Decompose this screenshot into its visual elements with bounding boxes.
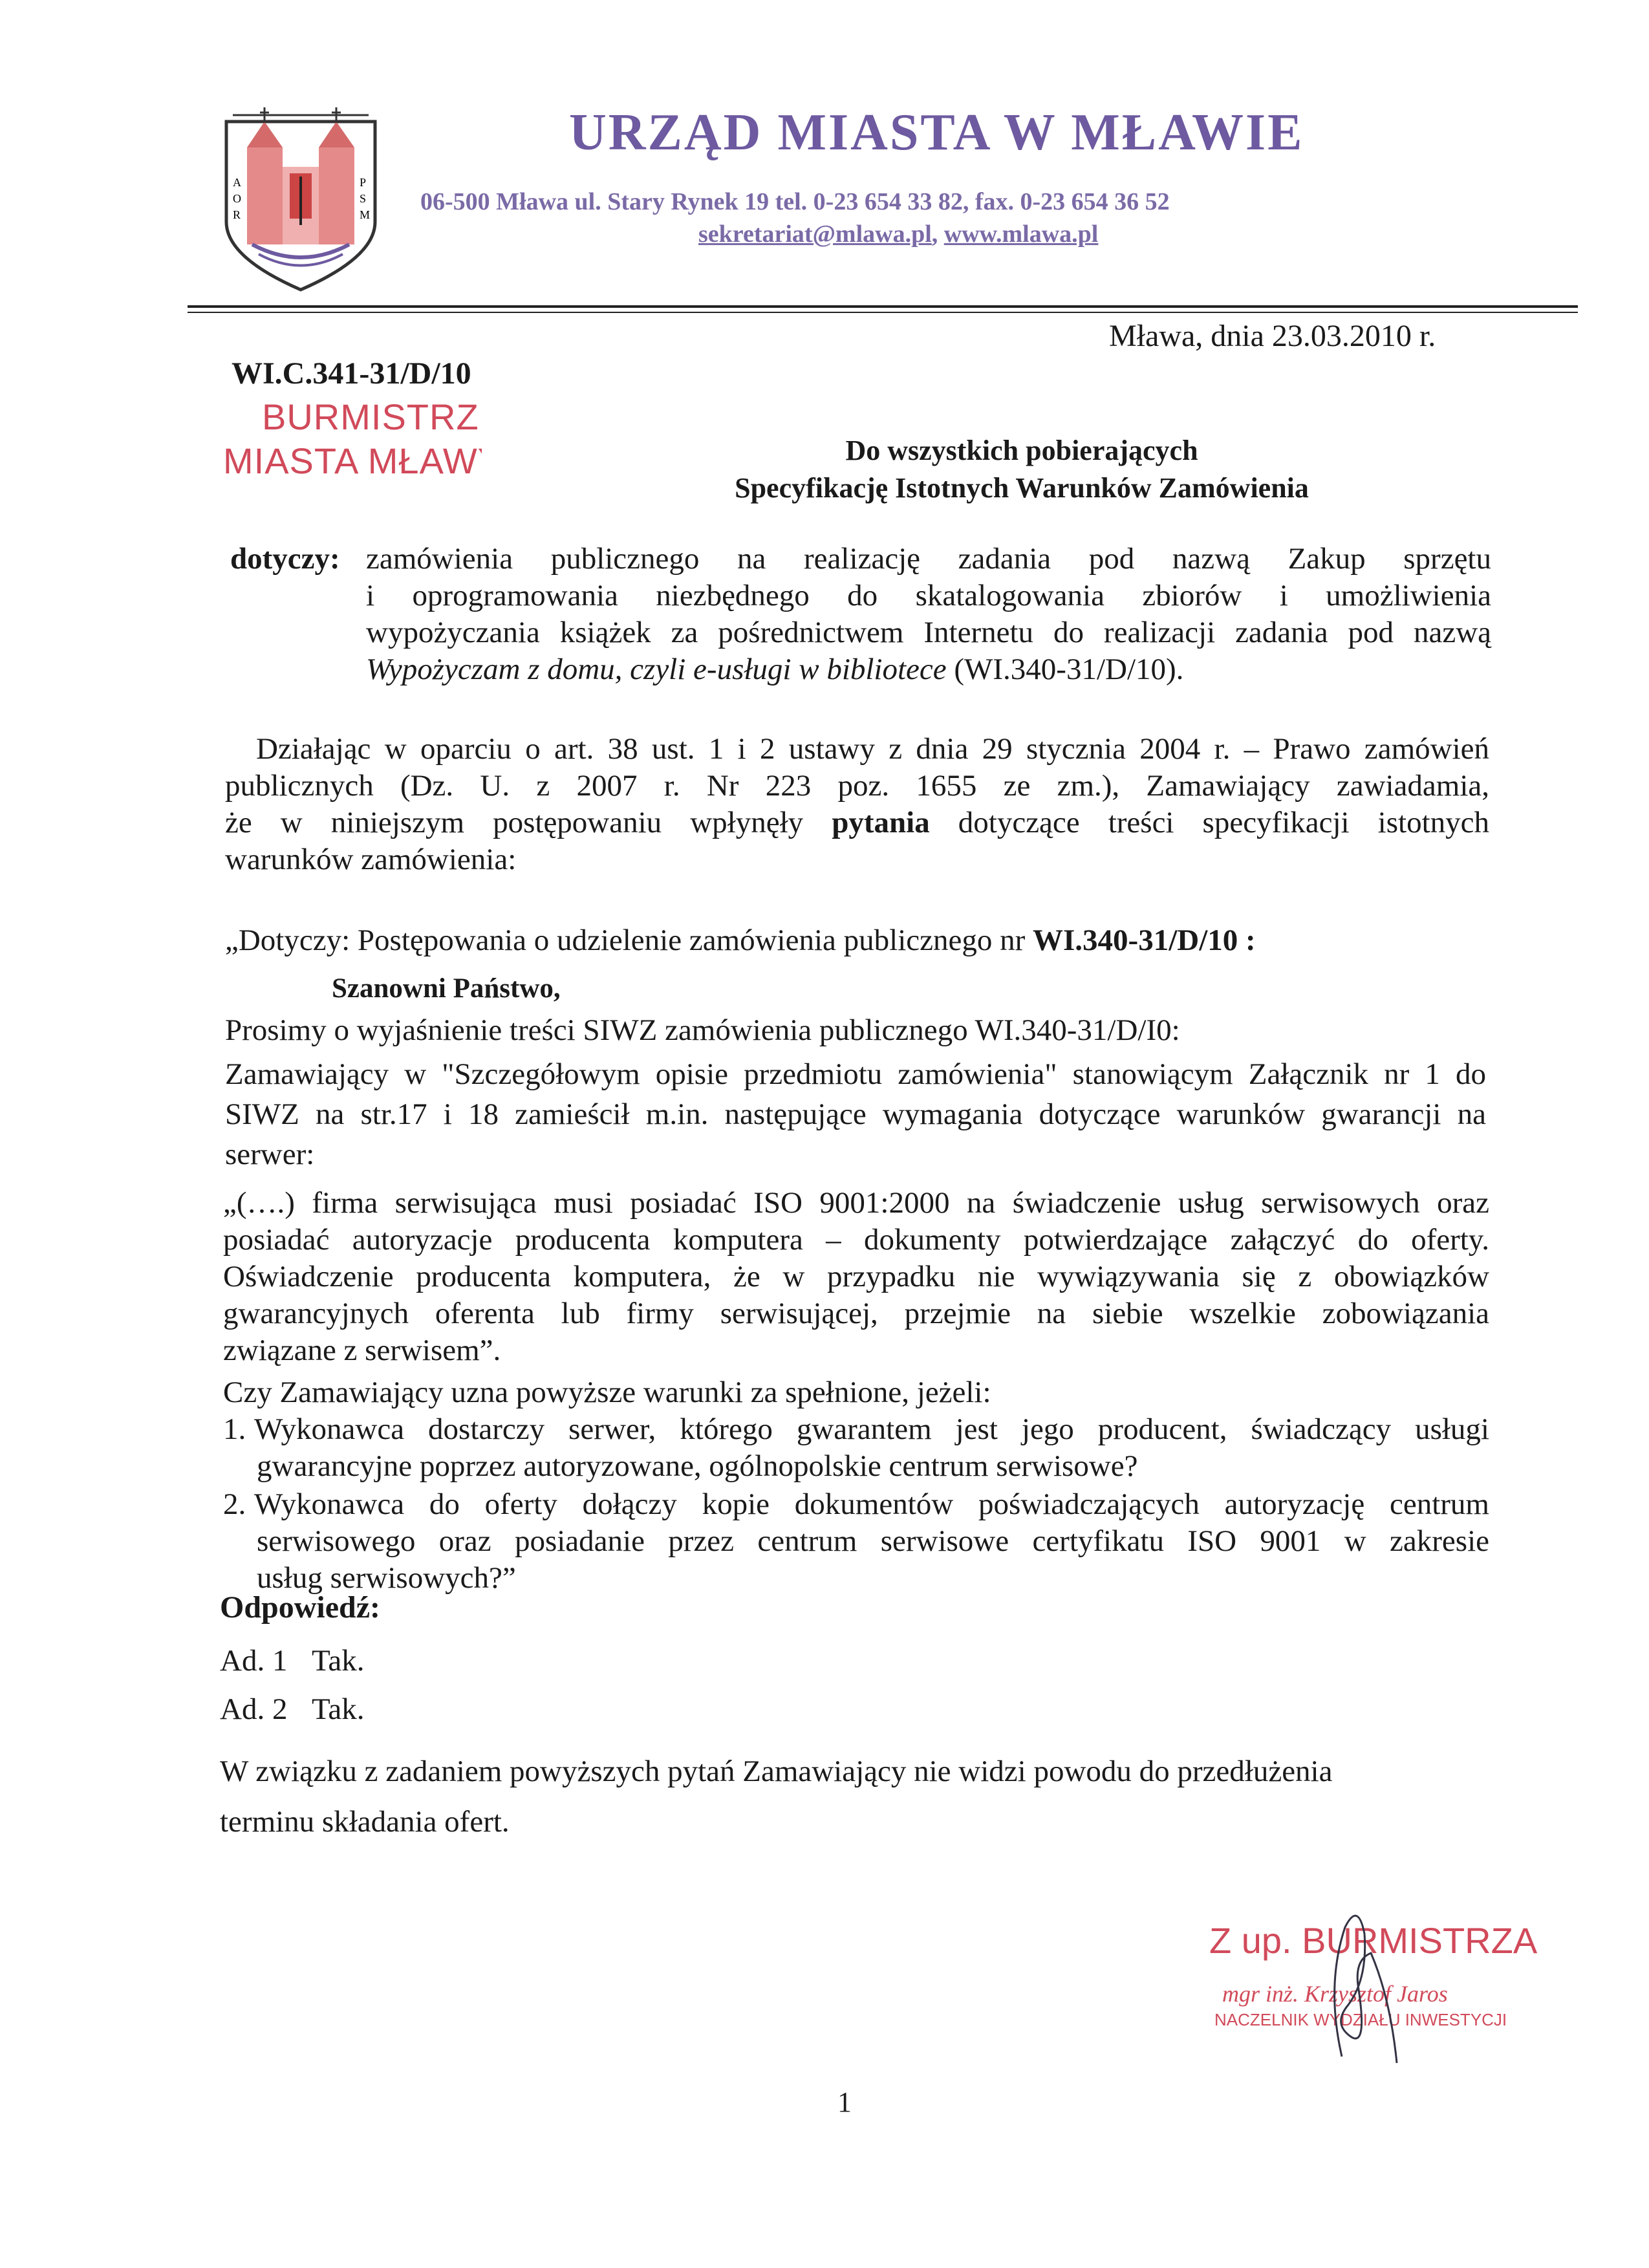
svg-text:NACZELNIK WYDZIAŁU INWESTYCJI: NACZELNIK WYDZIAŁU INWESTYCJI <box>1214 2010 1507 2029</box>
svg-text:Z up. BURMISTRZA: Z up. BURMISTRZA <box>1209 1920 1538 1961</box>
intro-emphasis: pytania <box>832 806 930 839</box>
subject-line: wypożyczania książek za pośrednictwem Internetu do realizacji zadania pod nazwą <box>366 616 1491 649</box>
svg-text:M: M <box>360 208 371 221</box>
answer-value: Tak. <box>312 1644 365 1678</box>
question-body-line: Zamawiający w "Szczegółowym opisie przedmiotu zamówienia" stanowiącym Załącznik nr 1 do <box>225 1057 1486 1091</box>
subject-line: zamówienia publicznego na realizację zadania pod nazwą Zakup sprzętu <box>366 542 1491 576</box>
intro-line: publicznych (Dz. U. z 2007 r. Nr 223 poz. 1655 ze zm.), Zamawiający zawiadamia, <box>225 769 1489 803</box>
letter-date: Mława, dnia 23.03.2010 r. <box>1109 319 1436 353</box>
svg-text:MIASTA MŁAWY: MIASTA MŁAWY <box>223 440 482 481</box>
svg-text:BURMISTRZ: BURMISTRZ <box>262 396 479 437</box>
answer-1 <box>220 1643 365 1679</box>
list-item-line: Wykonawca dostarczy serwer, którego gwarantem jest jego producent, świadczący usługi <box>254 1412 1489 1446</box>
intro-paragraph <box>225 731 1489 878</box>
question-ref: WI.340-31/D/10 : <box>1033 923 1256 957</box>
intro-line: Działając w oparciu o art. 38 ust. 1 i 2 ustawy z dnia 29 stycznia 2004 r. – Prawo zamówień <box>256 732 1489 766</box>
question-body <box>225 1054 1486 1174</box>
list-item-line: serwisowego oraz posiadanie przez centrum serwisowe certyfikatu ISO 9001 w zakresie <box>257 1524 1489 1558</box>
question-body-line: serwer: <box>225 1138 315 1171</box>
quoted-requirement <box>223 1185 1489 1369</box>
quote-line: związane z serwisem”. <box>223 1334 501 1367</box>
question-body-line: SIWZ na str.17 i 18 zamieścił m.in. następujące wymagania dotyczące warunków gwarancji na <box>225 1097 1486 1131</box>
quote-line: posiadać autoryzacje producenta komputera – dokumenty potwierdzające załączyć do oferty. <box>223 1223 1489 1257</box>
page-number: 1 <box>837 2086 852 2118</box>
task-name: Wypożyczam z domu, czyli e-usługi w bibliotece <box>366 653 947 686</box>
office-address: 06-500 Mława ul. Stary Rynek 19 tel. 0-23 654 33 82, fax. 0-23 654 36 52 <box>420 188 1170 215</box>
answer-value: Tak. <box>312 1692 365 1726</box>
addressee-block <box>453 432 1591 507</box>
salutation: Szanowni Państwo, <box>332 973 561 1004</box>
svg-text:mgr inż. Krzysztof Jaros: mgr inż. Krzysztof Jaros <box>1222 1981 1448 2007</box>
answer-2 <box>220 1691 365 1728</box>
closing-line: terminu składania ofert. <box>220 1805 510 1839</box>
reference-number: WI.C.341-31/D/10 <box>232 356 471 391</box>
signature-stamp-svg <box>1203 1908 1539 2069</box>
mayor-stamp <box>223 396 482 481</box>
question-list <box>223 1411 1489 1598</box>
website-link[interactable]: www.mlawa.pl <box>943 221 1099 248</box>
header-divider-thin <box>188 312 1578 313</box>
svg-text:O: O <box>233 192 241 205</box>
list-item-line: gwarancyjne poprzez autoryzowane, ogólnopolskie centrum serwisowe? <box>257 1449 1138 1483</box>
subject-paragraph <box>230 541 1491 688</box>
task-reference: (WI.340-31/D/10). <box>946 653 1184 686</box>
question-header <box>225 922 1256 959</box>
quote-line: „(….) firma serwisująca musi posiadać ISO 9001:2000 na świadczenie usług serwisowych oraz <box>223 1186 1489 1220</box>
question-request: Prosimy o wyjaśnienie treści SIWZ zamówienia publicznego WI.340-31/D/I0: <box>225 1013 1180 1047</box>
question-prefix: „Dotyczy: Postępowania o udzielenie zamówienia publicznego nr <box>225 923 1033 957</box>
answer-label: Ad. 2 <box>220 1692 288 1726</box>
list-number: 1. <box>223 1412 246 1446</box>
answer-label: Ad. 1 <box>220 1644 288 1678</box>
subject-line: i oprogramowania niezbędnego do skatalogowania zbiorów i umożliwienia <box>366 579 1491 612</box>
city-crest-icon <box>213 96 388 296</box>
list-item <box>223 1486 1489 1597</box>
answer-title: Odpowiedź: <box>220 1590 381 1625</box>
intro-text: dotyczące treści specyfikacji istotnych <box>929 806 1489 839</box>
subject-line <box>366 651 1491 688</box>
addressee-line-2: Specyfikację Istotnych Warunków Zamówienia <box>735 472 1309 504</box>
list-item-line: Wykonawca do oferty dołączy kopie dokumentów poświadczających autoryzację centrum <box>254 1487 1489 1521</box>
question-ask: Czy Zamawiający uzna powyższe warunki za spełnione, jeżeli: <box>223 1376 991 1409</box>
crest-svg <box>213 96 388 296</box>
subject-label: dotyczy: <box>230 542 340 576</box>
crest-letter-a: A <box>233 176 241 189</box>
quote-line: gwarancyjnych oferenta lub firmy serwisującej, przejmie na siebie wszelkie zobowiązania <box>223 1297 1489 1330</box>
svg-text:S: S <box>360 192 367 205</box>
contact-separator: , <box>931 221 944 248</box>
list-item-line: usług serwisowych?” <box>257 1561 516 1595</box>
office-title: URZĄD MIASTA W MŁAWIE <box>569 104 1304 161</box>
intro-line: warunków zamówienia: <box>225 843 517 876</box>
list-number: 2. <box>223 1487 246 1521</box>
intro-line <box>225 805 1489 841</box>
list-item <box>223 1411 1489 1485</box>
closing-paragraph <box>220 1746 1332 1847</box>
addressee-line-1: Do wszystkich pobierających <box>845 435 1198 466</box>
office-contact <box>698 220 1098 248</box>
signature-stamp <box>1203 1908 1539 2069</box>
header-divider <box>188 305 1578 308</box>
intro-text: że w niniejszym postępowaniu wpłynęły <box>225 806 832 839</box>
email-link[interactable]: sekretariat@mlawa.pl <box>698 221 932 248</box>
mayor-stamp-svg <box>223 396 482 481</box>
svg-text:R: R <box>233 208 241 221</box>
svg-text:P: P <box>360 176 367 189</box>
quote-line: Oświadczenie producenta komputera, że w przypadku nie wywiązywania się z obowiązków <box>223 1260 1489 1293</box>
closing-line: W związku z zadaniem powyższych pytań Zamawiający nie widzi powodu do przedłużenia <box>220 1755 1333 1788</box>
